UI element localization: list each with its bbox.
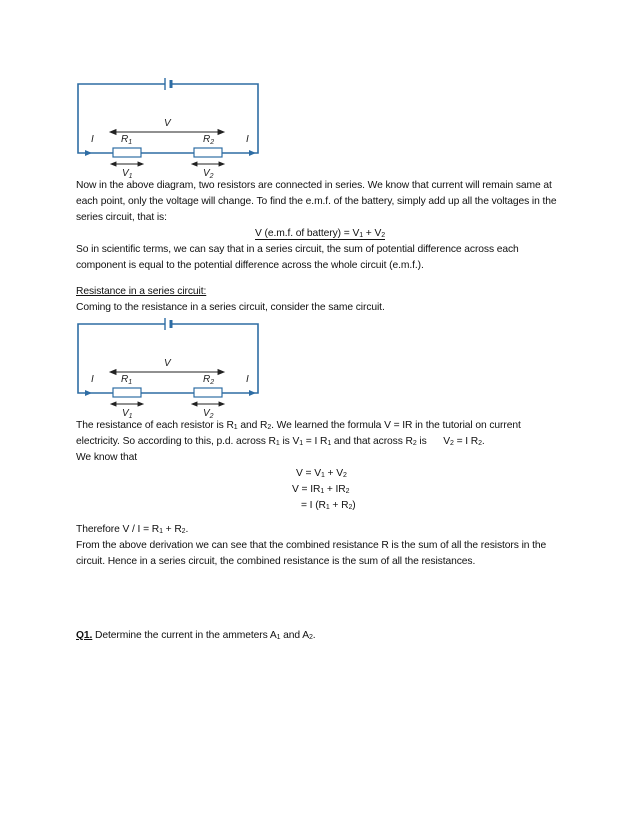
series-circuit-diagram-1 xyxy=(70,76,270,180)
v-span-arrowhead-left xyxy=(110,370,116,375)
v2-arrowhead-left xyxy=(192,162,197,166)
paragraph-we-know: We know that xyxy=(76,452,137,463)
v-span-arrowhead-right xyxy=(218,370,224,375)
resistor-r1 xyxy=(113,148,141,157)
resistor-r2 xyxy=(194,148,222,157)
v1-arrowhead-right xyxy=(138,162,143,166)
v1-arrowhead-left xyxy=(111,162,116,166)
current-arrow-left xyxy=(85,390,92,396)
equation-emf xyxy=(76,226,564,242)
equation-ir-sum: $V = IR_1 + IR_2$ xyxy=(292,484,350,495)
v2-arrowhead-left xyxy=(192,402,197,406)
resistor-r1 xyxy=(113,388,141,397)
label-r1: $R_1$ xyxy=(121,134,133,146)
label-r2: $R_2$ xyxy=(203,134,215,146)
label-v: V xyxy=(164,118,171,129)
v-span-arrowhead-left xyxy=(110,130,116,135)
label-r1: $R_1$ xyxy=(121,374,133,386)
paragraph-resistor-pd: The resistance of each resistor is $R_1$ and $R_2$. We learned the formula V = IR in the tutorial on current electricity. So according to this, p.d. across $R_1$ is $V_1 = I$ $R_1$ and that across $R_2$ is $V_2 = I$ $R_2$. xyxy=(76,420,521,447)
equation-emf-underlined: V (e.m.f. of battery) = $V_1 + V_2$ xyxy=(254,228,386,239)
circuit-svg-1 xyxy=(70,76,270,180)
label-i-right: I xyxy=(246,374,249,385)
v1-arrowhead-right xyxy=(138,402,143,406)
paragraph-series-voltage: Now in the above diagram, two resistors are connected in series. We know that current will remain same at each point, only the voltage will change. To find the e.m.f. of the battery, simply add up all the voltages in the series circuit, that is: xyxy=(76,180,557,223)
current-arrow-right xyxy=(249,390,256,396)
paragraph-therefore: Therefore $V / I = R_1 + R_2$. xyxy=(76,524,189,535)
equation-factored: = I $(R_1 + R_2)$ xyxy=(301,500,356,511)
label-v2: $V_2$ xyxy=(203,168,214,180)
label-v1: $V_1$ xyxy=(122,408,133,420)
label-i-right: I xyxy=(246,134,249,145)
label-i-left: I xyxy=(91,134,94,145)
paragraph-combined-resistance: From the above derivation we can see that the combined resistance R is the sum of all the resistors in the circuit. Hence in a series circuit, the combined resistance is the sum of all the resistances. xyxy=(76,540,547,567)
current-arrow-right xyxy=(249,150,256,156)
v1-arrowhead-left xyxy=(111,402,116,406)
paragraph-pd-sum: So in scientific terms, we can say that in a series circuit, the sum of potential difference across each component is equal to the potential difference across the whole circuit (e.m.f.). xyxy=(76,244,519,271)
current-arrow-left xyxy=(85,150,92,156)
label-v1: $V_1$ xyxy=(122,168,133,180)
series-circuit-diagram-2 xyxy=(70,316,270,420)
question-label: Q1. xyxy=(76,630,93,641)
v2-arrowhead-right xyxy=(219,162,224,166)
paragraph-same-circuit: Coming to the resistance in a series circuit, consider the same circuit. xyxy=(76,302,385,313)
label-v2: $V_2$ xyxy=(203,408,214,420)
question-q1: Q1. Determine the current in the ammeters $A_1$ and $A_2$. xyxy=(76,630,316,641)
label-v: V xyxy=(164,358,171,369)
resistor-r2 xyxy=(194,388,222,397)
label-r2: $R_2$ xyxy=(203,374,215,386)
equation-voltage-sum: $V = V_1 + V_2$ xyxy=(296,468,347,479)
section-heading-resistance: Resistance in a series circuit: xyxy=(76,286,207,297)
v2-arrowhead-right xyxy=(219,402,224,406)
circuit-svg-2 xyxy=(70,316,270,420)
v-span-arrowhead-right xyxy=(218,130,224,135)
label-i-left: I xyxy=(91,374,94,385)
